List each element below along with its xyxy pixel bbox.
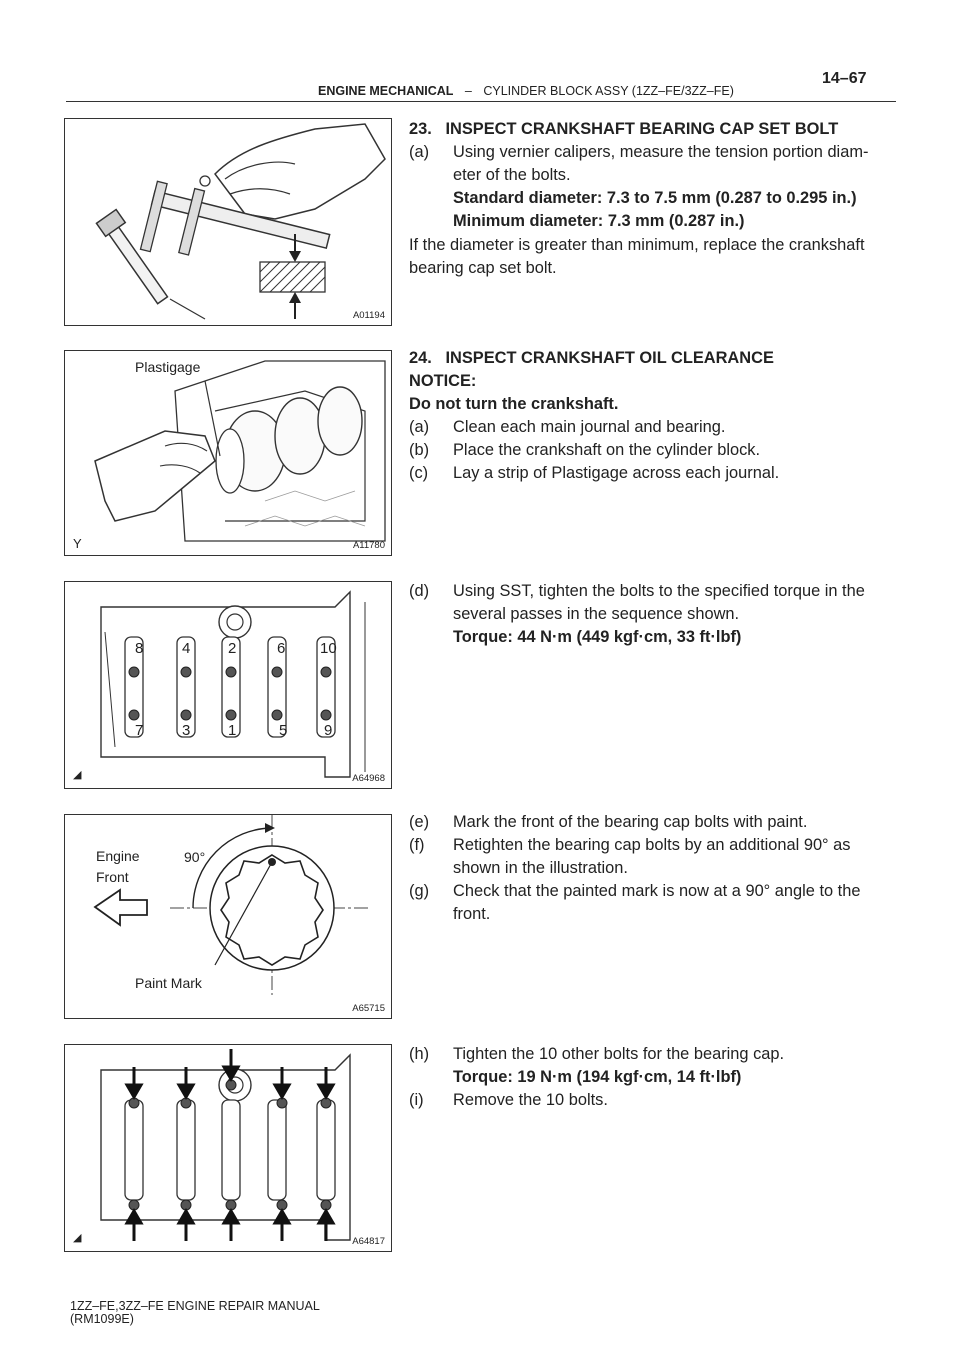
section-24 (409, 347, 899, 485)
step-f: (f) Retighten the bearing cap bolts by an additional 90° as (409, 836, 851, 854)
sequence-number: 3 (182, 722, 191, 739)
sequence-number: 2 (228, 640, 237, 657)
figure-code: A64817 (352, 1236, 385, 1247)
step-i: (i) Remove the 10 bolts. (409, 1091, 608, 1110)
paint-mark-label: Paint Mark (135, 975, 202, 991)
step-a-cont: eter of the bolts. (453, 166, 571, 184)
replace-note-1: If the diameter is greater than minimum, replace the crankshaft (409, 235, 865, 254)
header-dash: – (464, 84, 472, 98)
footer (70, 1300, 320, 1326)
step-c: (c) Lay a strip of Plastigage across each journal. (409, 464, 780, 483)
section-23-title: 23. INSPECT CRANKSHAFT BEARING CAP SET BOLT (409, 120, 839, 138)
steps-h-i-block (409, 1043, 899, 1112)
page-number: 14–67 (822, 70, 867, 87)
step-d-cont: several passes in the sequence shown. (453, 605, 740, 623)
torque-spec-1: Torque: 44 N·m (449 kgf·cm, 33 ft·lbf) (453, 628, 742, 647)
other-bolts-illustration (65, 1045, 391, 1251)
engine-front-label (96, 846, 140, 888)
vernier-caliper-illustration (65, 119, 391, 325)
sequence-number: 6 (277, 640, 286, 657)
figure-code: A65715 (352, 1003, 385, 1014)
torque-spec-2: Torque: 19 N·m (194 kgf·cm, 14 ft·lbf) (453, 1068, 742, 1086)
bearing-cap-illustration (65, 582, 391, 788)
figure-tightening-sequence (64, 581, 392, 789)
step-a: (a) Clean each main journal and bearing. (409, 418, 726, 437)
notice-heading: NOTICE: (409, 372, 477, 390)
figure-code: A64968 (352, 773, 385, 784)
header-rule (66, 101, 896, 102)
figure-vernier-caliper (64, 118, 392, 326)
engine-front-icon: ◢ (73, 1232, 82, 1244)
step-a: (a) Using vernier calipers, measure the tension portion diam- (409, 143, 869, 161)
sequence-number: 9 (324, 722, 333, 739)
figure-angle-tightening (64, 814, 392, 1019)
step-e: (e) Mark the front of the bearing cap bolts with paint. (409, 813, 808, 831)
engine-label: Engine (96, 848, 140, 864)
step-d: (d) Using SST, tighten the bolts to the specified torque in the (409, 582, 865, 600)
step-d-block (409, 580, 899, 649)
engine-front-icon: ◢ (73, 769, 82, 781)
standard-diameter: Standard diameter: 7.3 to 7.5 mm (0.287 to 0.295 in.) (453, 189, 857, 208)
angle-label: 90° (184, 849, 206, 865)
steps-e-g-block (409, 811, 899, 926)
header-section: ENGINE MECHANICAL (318, 84, 454, 98)
front-label: Front (96, 869, 129, 885)
replace-note-2: bearing cap set bolt. (409, 258, 557, 277)
plastigage-illustration (65, 351, 391, 555)
section-23 (409, 118, 899, 280)
figure-code: A11780 (352, 540, 385, 551)
figure-plastigage (64, 350, 392, 556)
figure-corner-mark: Y (73, 536, 82, 551)
step-b: (b) Place the crankshaft on the cylinder block. (409, 441, 761, 460)
step-g: (g) Check that the painted mark is now at a 90° angle to the (409, 882, 861, 901)
header-title (318, 84, 734, 98)
sequence-number: 7 (135, 722, 144, 739)
minimum-diameter: Minimum diameter: 7.3 mm (0.287 in.) (453, 212, 745, 231)
step-h: (h) Tighten the 10 other bolts for the bearing cap. (409, 1045, 785, 1063)
sequence-number: 1 (228, 722, 237, 739)
footer-manual-code: (RM1099E) (70, 1312, 134, 1326)
step-g-cont: front. (453, 905, 491, 924)
notice-text: Do not turn the crankshaft. (409, 395, 619, 414)
header-subsection: CYLINDER BLOCK ASSY (1ZZ–FE/3ZZ–FE) (483, 84, 734, 98)
figure-other-bolts (64, 1044, 392, 1252)
footer-manual-title: 1ZZ–FE,3ZZ–FE ENGINE REPAIR MANUAL (70, 1299, 320, 1313)
plastigage-label: Plastigage (135, 359, 201, 375)
sequence-number: 4 (182, 640, 191, 657)
sequence-number: 8 (135, 640, 144, 657)
figure-code: A01194 (352, 310, 385, 321)
sequence-number: 5 (279, 722, 288, 739)
step-f-cont: shown in the illustration. (453, 859, 628, 877)
sequence-number: 10 (320, 640, 337, 657)
section-24-title: 24. INSPECT CRANKSHAFT OIL CLEARANCE (409, 349, 774, 367)
